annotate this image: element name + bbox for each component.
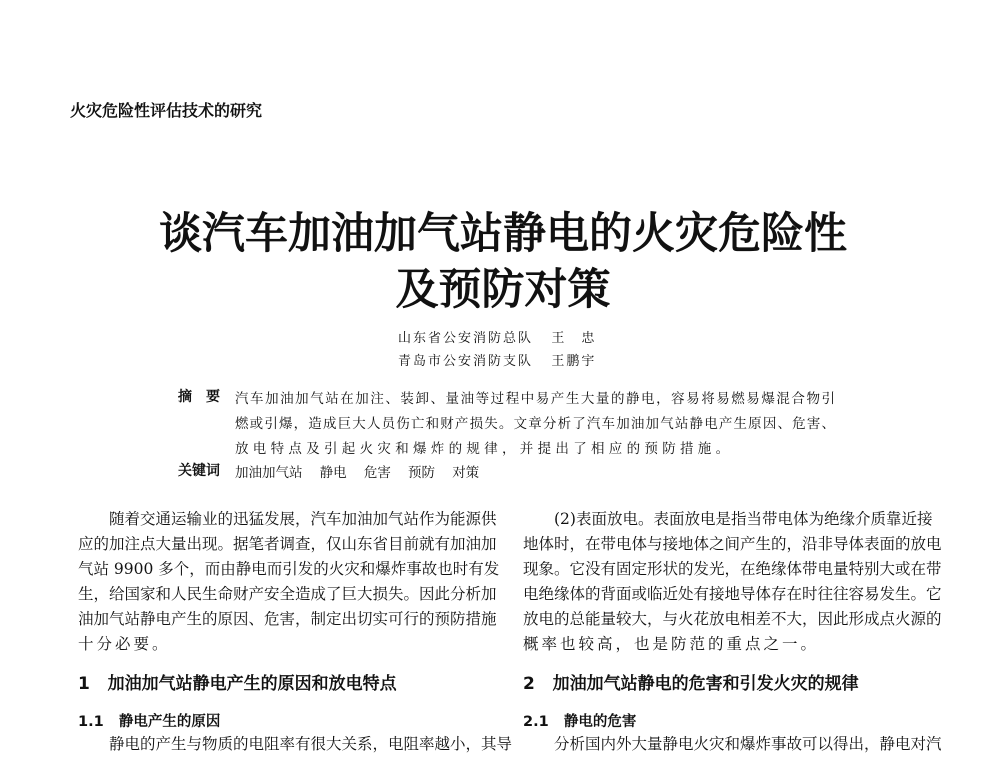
- paragraph-line: 十分必要。: [78, 635, 171, 653]
- journal-section-header: 火灾危险性评估技术的研究: [70, 101, 263, 120]
- section-heading-1: [78, 669, 397, 694]
- section-title: 静电的危害: [563, 714, 637, 730]
- section-title: 静电产生的原因: [118, 714, 221, 730]
- keyword: 对策: [452, 465, 480, 481]
- section-heading-2: [523, 669, 859, 694]
- section-title: 加油加气站静电产生的原因和放电特点: [107, 674, 397, 694]
- abstract-label: 摘 要: [178, 389, 220, 405]
- paragraph-line: (2)表面放电。表面放电是指当带电体为绝缘介质靠近接: [523, 510, 933, 528]
- abstract-line: 汽车加油加气站在加注、装卸、量油等过程中易产生大量的静电，容易将易燃易爆混合物引: [235, 391, 835, 407]
- author-affiliation: 青岛市公安消防支队: [398, 354, 534, 369]
- section-number: 2: [523, 674, 535, 694]
- paragraph-line: 生，给国家和人民生命财产安全造成了巨大损失。因此分析加: [78, 585, 497, 603]
- keyword: 静电: [319, 465, 347, 481]
- author-1: [398, 327, 596, 346]
- article-title-line-1: 谈汽车加油加气站静电的火灾危险性: [159, 209, 847, 259]
- paragraph-line: 静电的产生与物质的电阻率有很大关系，电阻率越小，其导: [78, 735, 513, 753]
- paragraph-line: 油加气站静电产生的原因、危害，制定出切实可行的预防措施: [78, 610, 497, 628]
- paragraph-line: 现象。它没有固定形状的发光，在绝缘体带电量特别大或在带: [523, 560, 942, 578]
- abstract-line: 燃或引爆，造成巨大人员伤亡和财产损失。文章分析了汽车加油加气站静电产生原因、危害、: [235, 416, 835, 432]
- paragraph-line: 应的加注点大量出现。据笔者调查，仅山东省目前就有加油加: [78, 535, 497, 553]
- keyword: 危害: [363, 465, 391, 481]
- section-number: 2.1: [523, 714, 549, 730]
- section-number: 1: [78, 674, 90, 694]
- keywords-list: [235, 461, 479, 481]
- paragraph-line: 随着交通运输业的迅猛发展，汽车加油加气站作为能源供: [78, 510, 497, 528]
- paragraph-line: 气站 9900 多个，而由静电而引发的火灾和爆炸事故也时有发: [78, 560, 500, 578]
- author-name: 王鹏宇: [551, 354, 597, 369]
- author-2: [398, 350, 596, 369]
- keywords-label: 关键词: [178, 463, 220, 479]
- author-affiliation: 山东省公安消防总队: [398, 331, 534, 346]
- section-heading-2-1: [523, 710, 636, 731]
- author-name: 王 忠: [551, 331, 597, 346]
- abstract-line: 放电特点及引起火灾和爆炸的规律，并提出了相应的预防措施。: [235, 441, 734, 457]
- paragraph-line: 电绝缘体的背面或临近处有接地导体存在时往往容易发生。它: [523, 585, 942, 603]
- keyword: 预防: [408, 465, 436, 481]
- section-heading-1-1: [78, 710, 220, 731]
- paragraph-line: 放电的总能量较大，与火花放电相差不大，因此形成点火源的: [523, 610, 942, 628]
- keyword: 加油加气站: [235, 465, 303, 481]
- article-title-line-2: 及预防对策: [395, 265, 611, 315]
- paragraph-line: 地体时，在带电体与接地体之间产生的，沿非导体表面的放电: [523, 535, 942, 553]
- paragraph-line: 概率也较高，也是防范的重点之一。: [523, 635, 820, 653]
- section-title: 加油加气站静电的危害和引发火灾的规律: [552, 674, 859, 694]
- section-number: 1.1: [78, 714, 104, 730]
- paragraph-line: 分析国内外大量静电火灾和爆炸事故可以得出，静电对汽: [523, 735, 942, 753]
